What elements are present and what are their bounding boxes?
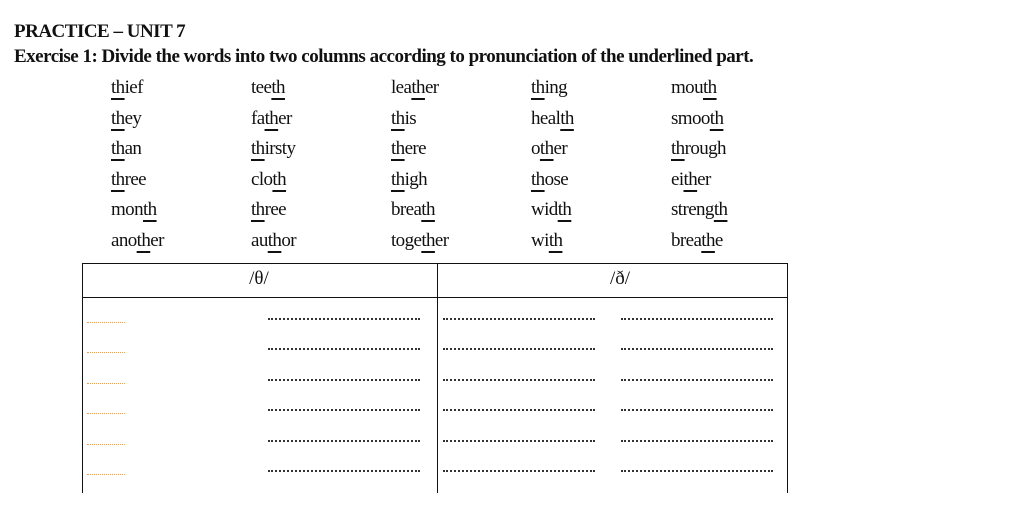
underlined-part: th (264, 107, 279, 129)
answer-blank[interactable] (268, 318, 420, 320)
underlined-part: th (391, 138, 405, 160)
answer-table (82, 263, 788, 493)
underlined-part: th (421, 199, 435, 221)
answer-blank[interactable] (443, 409, 595, 411)
answer-blank[interactable] (621, 470, 773, 472)
word-item: width (531, 199, 572, 221)
underlined-part: th (709, 107, 724, 129)
underlined-part: th (548, 229, 563, 251)
word-item: either (671, 168, 711, 190)
answer-blank[interactable] (621, 409, 773, 411)
word-item: mouth (671, 77, 717, 98)
word-item: father (251, 107, 292, 129)
faint-blank (87, 474, 125, 475)
underlined-part: th (539, 138, 554, 160)
word-item: author (251, 229, 296, 251)
answer-blank[interactable] (268, 379, 420, 381)
word-item: there (391, 138, 426, 160)
word-item: breath (391, 199, 435, 221)
underlined-part: th (531, 77, 545, 98)
word-item: this (391, 107, 417, 129)
answer-blank[interactable] (268, 348, 420, 350)
underlined-part: th (560, 107, 574, 129)
word-item: smooth (671, 107, 724, 129)
word-item: teeth (251, 77, 285, 98)
underlined-part: th (411, 77, 425, 98)
word-item: they (111, 107, 142, 129)
underlined-part: th (271, 77, 285, 98)
underlined-part: th (267, 229, 282, 251)
underlined-part: th (272, 168, 287, 190)
underlined-part: th (531, 168, 545, 190)
table-header-border (83, 297, 787, 298)
underlined-part: th (251, 199, 265, 221)
underlined-part: th (111, 168, 125, 190)
exercise-instruction: Exercise 1: Divide the words into two columns according to pronunciation of the underlined part. (14, 46, 754, 67)
word-item: those (531, 168, 569, 190)
underlined-part: th (683, 168, 698, 190)
answer-blank[interactable] (443, 470, 595, 472)
word-item: thing (531, 77, 568, 98)
underlined-part: th (111, 138, 125, 160)
underlined-part: th (701, 229, 715, 251)
word-item: another (111, 229, 164, 251)
table-column-divider (437, 263, 438, 493)
word-item: breathe (671, 229, 723, 251)
answer-blank[interactable] (621, 379, 773, 381)
word-item: than (111, 138, 142, 160)
faint-blank (87, 383, 125, 384)
faint-blank (87, 413, 125, 414)
word-item: thirsty (251, 138, 296, 160)
underlined-part: th (391, 107, 405, 129)
faint-blank (87, 322, 125, 323)
word-item: health (531, 107, 574, 129)
answer-blank[interactable] (621, 440, 773, 442)
underlined-part: th (111, 107, 125, 129)
faint-blank (87, 352, 125, 353)
underlined-part: th (142, 199, 157, 221)
answer-blank[interactable] (443, 379, 595, 381)
underlined-part: th (421, 229, 435, 251)
word-item: other (531, 138, 568, 160)
answer-blank[interactable] (443, 440, 595, 442)
table-top-border (83, 263, 787, 264)
word-item: leather (391, 77, 439, 98)
answer-blank[interactable] (621, 348, 773, 350)
word-item: together (391, 229, 449, 251)
word-item: three (111, 168, 146, 190)
answer-blank[interactable] (621, 318, 773, 320)
word-item: through (671, 138, 726, 160)
underlined-part: th (391, 168, 405, 190)
answer-blank[interactable] (443, 318, 595, 320)
answer-blank[interactable] (268, 409, 420, 411)
answer-blank[interactable] (443, 348, 595, 350)
underlined-part: th (713, 199, 728, 221)
underlined-part: th (136, 229, 151, 251)
word-item: thigh (391, 168, 428, 190)
underlined-part: th (671, 138, 685, 160)
underlined-part: th (557, 199, 572, 221)
word-item: month (111, 199, 157, 221)
word-item: strength (671, 199, 728, 221)
word-grid (111, 74, 791, 258)
word-item: thief (111, 77, 143, 98)
answer-blank[interactable] (268, 470, 420, 472)
underlined-part: th (702, 77, 717, 98)
underlined-part: th (111, 77, 125, 98)
word-item: cloth (251, 168, 287, 190)
word-item: with (531, 229, 563, 251)
eth-column-header: /ð/ (609, 268, 631, 289)
word-item: three (251, 199, 286, 221)
theta-column-header: /θ/ (249, 268, 269, 289)
underlined-part: th (251, 138, 265, 160)
faint-blank (87, 444, 125, 445)
page-title: PRACTICE – UNIT 7 (14, 21, 186, 42)
answer-blank[interactable] (268, 440, 420, 442)
